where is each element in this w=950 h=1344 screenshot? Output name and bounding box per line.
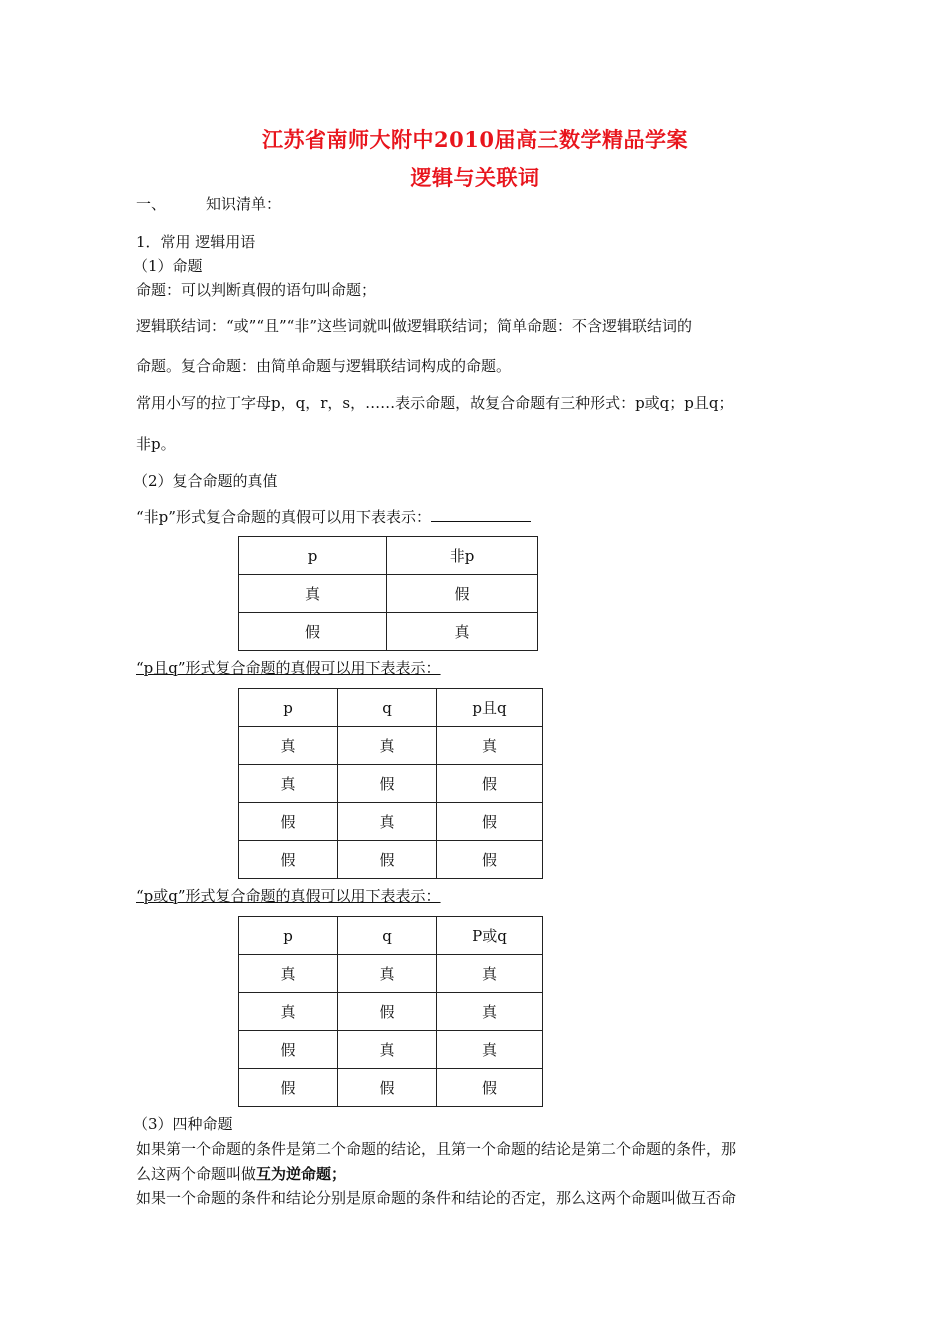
table-cell: 真 (239, 993, 338, 1031)
converse-text: 么这两个命题叫做 (136, 1165, 257, 1183)
table-cell: 假 (239, 841, 338, 879)
table-row (239, 689, 543, 727)
converse-punct: ； (331, 1165, 347, 1183)
section-title: 知识清单： (206, 195, 282, 213)
table-header-cell: q (338, 917, 437, 955)
table-row (239, 993, 543, 1031)
document-subtitle: 逻辑与关联词 (410, 165, 540, 190)
subsection-1-1: （1）命题 (133, 257, 203, 275)
table-cell: 假 (239, 613, 387, 651)
table-row (239, 727, 543, 765)
table-cell: 真 (437, 1031, 543, 1069)
table-header-cell: p (239, 689, 338, 727)
table-header-cell: q (338, 689, 437, 727)
converse-line1: 如果第一个命题的条件是第二个命题的结论，且第一个命题的结论是第二个命题的条件，那 (136, 1140, 737, 1158)
table-cell: 假 (239, 1069, 338, 1107)
section-heading (136, 193, 281, 214)
definition-connectives-line2: 命题。复合命题：由简单命题与逻辑联结词构成的命题。 (136, 357, 512, 375)
subsection-1: 1．常用 逻辑用语 (136, 233, 256, 251)
table-cell: 假 (437, 803, 543, 841)
table-cell: 假 (338, 993, 437, 1031)
document-title: 江苏省南师大附中2010届高三数学精品学案 (262, 127, 688, 152)
table-cell: 假 (338, 1069, 437, 1107)
table-cell: 真 (338, 803, 437, 841)
table-header-cell: p (239, 537, 387, 575)
table-cell: 假 (338, 765, 437, 803)
table-row (239, 803, 543, 841)
definition-connectives-line1: 逻辑联结词：“或”“且”“非”这些词就叫做逻辑联结词；简单命题：不含逻辑联结词的 (136, 317, 693, 335)
not-table-intro-text: “非p”形式复合命题的真假可以用下表表示： (136, 508, 431, 526)
table-header-cell: p且q (437, 689, 543, 727)
table-cell: 真 (338, 955, 437, 993)
table-header-cell: P或q (437, 917, 543, 955)
truth-table-not (238, 536, 538, 651)
table-cell: 真 (239, 955, 338, 993)
table-cell: 真 (437, 993, 543, 1031)
table-cell: 真 (338, 727, 437, 765)
table-cell: 假 (437, 1069, 543, 1107)
subsection-1-2: （2）复合命题的真值 (133, 472, 278, 490)
truth-table-or (238, 916, 543, 1107)
table-header-cell: p (239, 917, 338, 955)
table-row (239, 917, 543, 955)
table-header-cell: 非p (387, 537, 538, 575)
table-row (239, 537, 538, 575)
table-cell: 真 (239, 575, 387, 613)
table-cell: 假 (437, 765, 543, 803)
table-row (239, 1069, 543, 1107)
table-row (239, 575, 538, 613)
table-cell: 真 (239, 727, 338, 765)
not-table-intro (136, 506, 531, 527)
or-table-intro: “p或q”形式复合命题的真假可以用下表表示： (136, 887, 441, 905)
and-table-intro: “p且q”形式复合命题的真假可以用下表表示： (136, 659, 441, 677)
table-cell: 假 (437, 841, 543, 879)
table-cell: 假 (387, 575, 538, 613)
table-cell: 真 (437, 727, 543, 765)
table-cell: 假 (338, 841, 437, 879)
definition-proposition: 命题：可以判断真假的语句叫命题； (136, 281, 377, 299)
truth-table-and (238, 688, 543, 879)
table-row (239, 1031, 543, 1069)
table-row (239, 765, 543, 803)
table-cell: 真 (338, 1031, 437, 1069)
answer-blank (431, 507, 531, 522)
section-number: 一、 (136, 195, 167, 213)
table-cell: 真 (239, 765, 338, 803)
letters-line2: 非p。 (136, 435, 176, 453)
table-row (239, 955, 543, 993)
letters-line1: 常用小写的拉丁字母p，q，r，s，……表示命题，故复合命题有三种形式：p或q；p且q； (136, 394, 734, 412)
table-cell: 假 (239, 1031, 338, 1069)
table-cell: 真 (437, 955, 543, 993)
table-row (239, 613, 538, 651)
inverse-line1: 如果一个命题的条件和结论分别是原命题的条件和结论的否定，那么这两个命题叫做互否命 (136, 1189, 737, 1207)
table-cell: 假 (239, 803, 338, 841)
table-cell: 真 (387, 613, 538, 651)
subsection-1-3: （3）四种命题 (133, 1115, 233, 1133)
converse-term: 互为逆命题 (256, 1165, 332, 1183)
table-row (239, 841, 543, 879)
converse-line2 (136, 1163, 346, 1184)
